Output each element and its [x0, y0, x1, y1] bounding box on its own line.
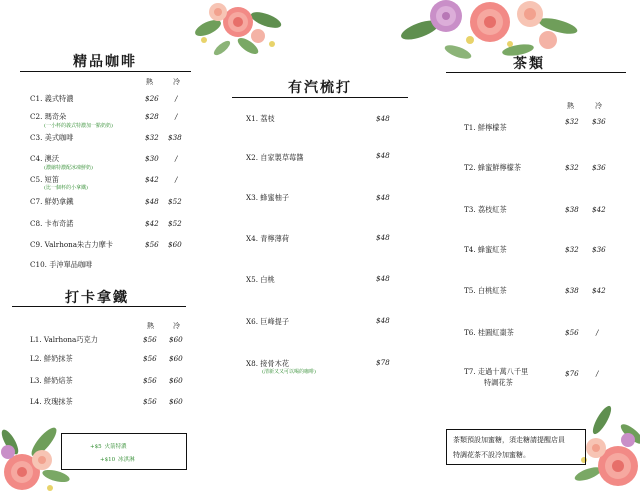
- item-name: C8. 卡布奇諾: [30, 219, 74, 228]
- item-cold-price: $36: [592, 117, 606, 126]
- item-price: $48: [376, 151, 390, 160]
- item-name: T1. 鮮檸檬茶: [464, 123, 507, 132]
- item-name: C9. Valrhona朱古力摩卡: [30, 240, 113, 249]
- item-hot-price: $38: [565, 205, 579, 214]
- item-hot-price: $76: [565, 369, 579, 378]
- item-hot-price: $32: [565, 163, 579, 172]
- item-price: $48: [376, 316, 390, 325]
- item-name: X6. 巨峰提子: [246, 317, 290, 326]
- tea-cold-header: 冷: [595, 102, 602, 110]
- item-cold-price: /: [175, 112, 178, 121]
- item-name: C1. 義式特濃: [30, 94, 74, 103]
- item-cold-price: /: [175, 175, 178, 184]
- item-cold-price: /: [175, 154, 178, 163]
- soda-title-rule: [232, 97, 408, 98]
- item-price: $48: [376, 193, 390, 202]
- item-hot-price: $56: [143, 376, 157, 385]
- addon-box: [61, 433, 187, 470]
- item-cold-price: $52: [168, 219, 182, 228]
- item-note: (濃縮特濃配冰凍鮮奶): [44, 165, 93, 171]
- item-name: C2. 瑪奇朵: [30, 112, 67, 121]
- tea-section-title: 茶類: [513, 56, 545, 72]
- item-name: X4. 青檸薄荷: [246, 234, 290, 243]
- item-cold-price: /: [175, 94, 178, 103]
- item-name: X2. 自家製草莓醬: [246, 153, 304, 162]
- item-hot-price: $42: [145, 219, 159, 228]
- item-price: $48: [376, 114, 390, 123]
- tea-hot-header: 熱: [567, 102, 574, 110]
- latte-section-title: 打卡拿鐵: [65, 290, 129, 306]
- coffee-hot-header: 熱: [146, 78, 153, 86]
- item-cold-price: $60: [169, 376, 183, 385]
- item-name: L2. 鮮奶抹茶: [30, 354, 73, 363]
- item-name: T2. 蜂蜜鮮檸檬茶: [464, 163, 522, 172]
- item-name-line-2: 特調花茶: [484, 378, 513, 387]
- item-name: C7. 鮮奶拿鐵: [30, 197, 74, 206]
- tea-title-rule: [446, 72, 626, 73]
- latte-cold-header: 冷: [173, 322, 180, 330]
- coffee-section-title: 精品咖啡: [73, 54, 137, 70]
- latte-title-rule: [12, 306, 186, 307]
- item-name: C3. 美式咖啡: [30, 133, 74, 142]
- item-name: X3. 蜂蜜柚子: [246, 193, 290, 202]
- addon-price-1: +$5: [90, 444, 102, 450]
- coffee-cold-header: 冷: [173, 78, 180, 86]
- item-hot-price: $42: [145, 175, 159, 184]
- item-cold-price: $52: [168, 197, 182, 206]
- item-hot-price: $32: [565, 117, 579, 126]
- tea-notice-line-2: 特調花茶不設冷加蜜糖。: [453, 451, 530, 459]
- item-hot-price: $28: [145, 112, 159, 121]
- item-cold-price: /: [596, 369, 599, 378]
- item-note: (一小杯的義式特濃加一點奶奶): [44, 123, 113, 129]
- item-hot-price: $32: [145, 133, 159, 142]
- item-name: T6. 桂圓紅棗茶: [464, 328, 514, 337]
- item-hot-price: $26: [145, 94, 159, 103]
- addon-line-2: [100, 455, 135, 463]
- item-cold-price: $42: [592, 205, 606, 214]
- item-hot-price: $56: [565, 328, 579, 337]
- item-hot-price: $56: [143, 354, 157, 363]
- item-name: X1. 荔枝: [246, 114, 275, 123]
- item-price: $48: [376, 274, 390, 283]
- item-cold-price: $36: [592, 245, 606, 254]
- item-cold-price: $38: [168, 133, 182, 142]
- item-hot-price: $56: [145, 240, 159, 249]
- item-name: C5. 短笛: [30, 175, 60, 184]
- item-name: T3. 荔枝紅茶: [464, 205, 507, 214]
- tea-notice-box: [446, 429, 586, 465]
- item-cold-price: $60: [169, 335, 183, 344]
- item-cold-price: $60: [169, 354, 183, 363]
- addon-text-2: 冰淇淋: [118, 457, 135, 463]
- item-cold-price: $36: [592, 163, 606, 172]
- item-hot-price: $38: [565, 286, 579, 295]
- item-note: (比一個杯的小拿鐵): [44, 185, 88, 191]
- item-name: C4. 澳沃: [30, 154, 60, 163]
- item-name: T5. 白桃紅茶: [464, 286, 507, 295]
- item-name: L4. 玫瑰抹茶: [30, 397, 73, 406]
- addon-price-2: +$10: [100, 457, 116, 463]
- item-note: (清新又又可以喝的咖啡): [262, 369, 316, 375]
- item-cold-price: /: [596, 328, 599, 337]
- item-name: C10. 手沖單品咖啡: [30, 260, 93, 269]
- item-cold-price: $60: [169, 397, 183, 406]
- item-price: $48: [376, 233, 390, 242]
- item-name: T4. 蜂蜜紅茶: [464, 245, 507, 254]
- item-name: T7. 走過十萬八千里: [464, 367, 529, 376]
- item-name: X5. 白桃: [246, 275, 275, 284]
- item-hot-price: $56: [143, 397, 157, 406]
- coffee-title-rule: [20, 71, 191, 72]
- floral-decoration-bottom-left: [0, 412, 70, 492]
- item-name: L1. Valrhona巧克力: [30, 335, 98, 344]
- addon-text-1: 火箭特濃: [104, 444, 127, 450]
- item-price: $78: [376, 358, 390, 367]
- floral-decoration-top-center: [188, 0, 288, 62]
- addon-line-1: [90, 442, 127, 450]
- item-hot-price: $32: [565, 245, 579, 254]
- item-name: X8. 接骨木花: [246, 359, 290, 368]
- tea-notice-line-1: 茶類預設加蜜糖，須走糖請提醒店員: [453, 436, 565, 444]
- item-name: L3. 鮮奶焙茶: [30, 376, 73, 385]
- item-hot-price: $48: [145, 197, 159, 206]
- latte-hot-header: 熱: [147, 322, 154, 330]
- soda-section-title: 有汽梳打: [288, 80, 352, 96]
- item-hot-price: $56: [143, 335, 157, 344]
- item-hot-price: $30: [145, 154, 159, 163]
- item-cold-price: $42: [592, 286, 606, 295]
- item-cold-price: $60: [168, 240, 182, 249]
